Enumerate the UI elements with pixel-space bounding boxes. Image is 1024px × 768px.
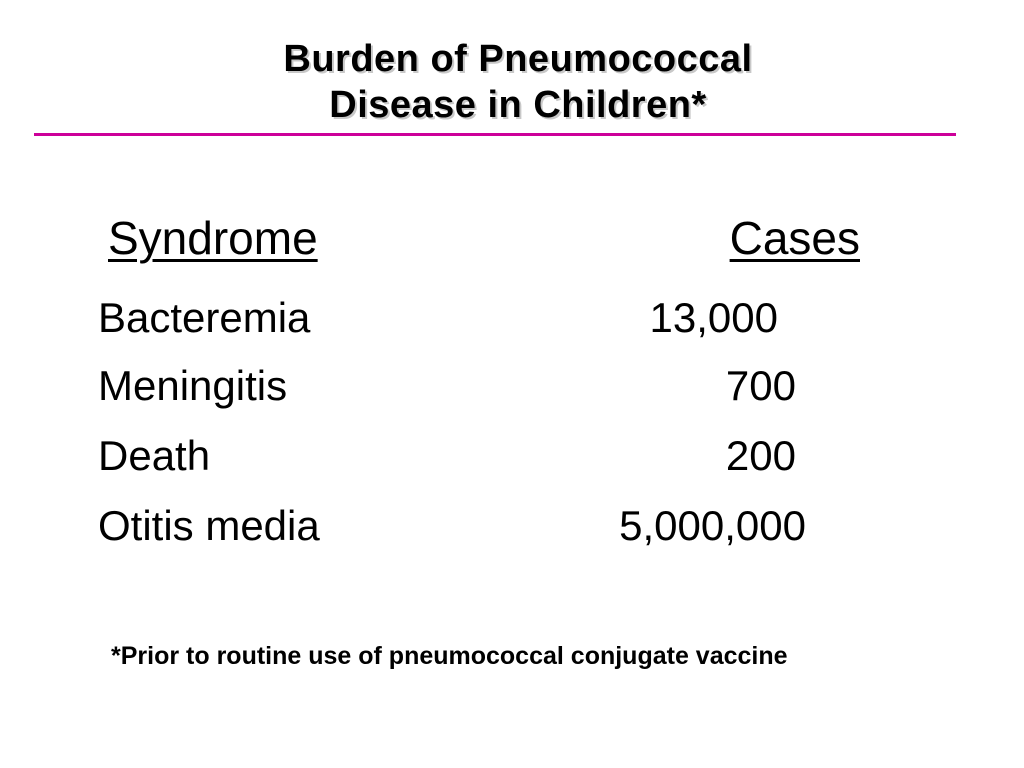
row-value-otitis-media: 5,000,000 [619,502,806,549]
footnote: *Prior to routine use of pneumococcal conjugate vaccine [111,642,788,670]
column-header-syndrome: Syndrome [108,212,318,264]
row-value-meningitis: 700 [725,362,796,409]
column-header-cases: Cases [729,212,860,264]
slide-title-line-2: Disease in Children* [329,84,707,126]
slide-title-line-1: Burden of Pneumococcal [283,38,753,80]
row-label-bacteremia: Bacteremia [98,294,311,341]
title-divider [34,133,956,136]
row-label-meningitis: Meningitis [98,362,288,409]
slide-title [0,36,1024,128]
row-label-death: Death [98,432,211,479]
row-label-otitis-media: Otitis media [98,502,320,549]
row-value-bacteremia: 13,000 [649,294,778,341]
row-value-death: 200 [725,432,796,479]
